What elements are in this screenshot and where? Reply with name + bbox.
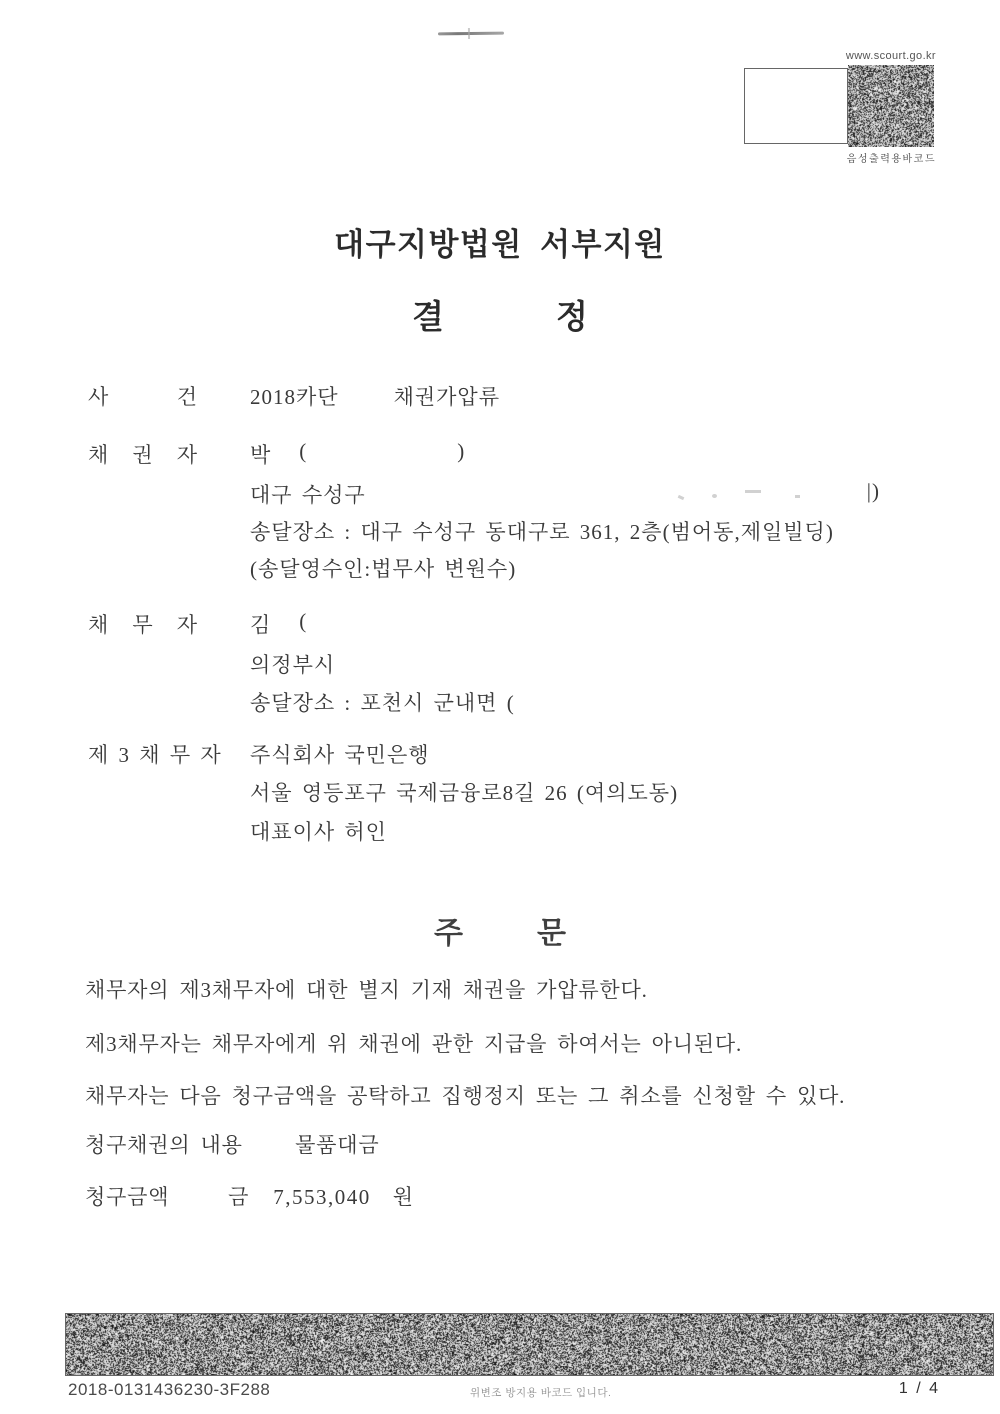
order-line: 채무자는 다음 청구금액을 공탁하고 집행정지 또는 그 취소를 신청할 수 있다.: [85, 1084, 846, 1108]
claim-content-row: [85, 1129, 379, 1159]
claim-amount-value: 7,553,040: [273, 1185, 371, 1209]
order-heading-char: 문: [537, 917, 566, 950]
order-heading-char: 주: [434, 917, 463, 950]
claim-content-label: 청구채권의 내용: [85, 1133, 243, 1157]
claim-amount-prefix: 금: [228, 1185, 250, 1209]
creditor-paren-close: ): [457, 439, 466, 463]
debtor-name: 김: [250, 613, 272, 637]
creditor-label: 채 권 자: [88, 443, 198, 467]
scourt-url: www.scourt.go.kr: [845, 50, 936, 62]
footer-barcode-note: 위변조 방지용 바코드 입니다.: [470, 1387, 612, 1399]
creditor-address: 대구 수성구: [250, 483, 366, 507]
debtor-paren-open: (: [299, 609, 308, 633]
creditor-paren-open: (: [299, 439, 308, 463]
creditor-address-tail: |): [866, 479, 880, 503]
voice-barcode-caption: 음성출력용바코드: [846, 154, 936, 165]
creditor-row: [88, 439, 465, 469]
decision-heading-char: 결: [412, 300, 444, 336]
case-type: 채권가압류: [393, 385, 501, 409]
scan-artifact-line: [438, 32, 504, 36]
third-debtor-row: [88, 739, 430, 769]
footer-doc-number: 2018-0131436230-3F288: [68, 1380, 271, 1399]
creditor-name: 박: [250, 443, 272, 467]
decision-heading-char: 정: [556, 300, 588, 336]
voice-barcode-block: [744, 50, 936, 165]
case-row: [88, 381, 500, 411]
barcode-boxes: [744, 65, 936, 147]
claim-content-value: 물품대금: [295, 1133, 380, 1157]
claim-amount-row: [85, 1181, 414, 1211]
anti-forgery-barcode: [65, 1313, 994, 1376]
anti-forgery-barcode-image: [66, 1314, 993, 1375]
third-debtor-address: 서울 영등포구 국제금융로8길 26 (여의도동): [250, 781, 679, 805]
order-heading: [0, 908, 1000, 952]
case-label: 사 건: [88, 385, 198, 409]
claim-amount-unit: 원: [392, 1185, 414, 1209]
third-debtor-label: 제 3 채 무 자: [88, 743, 222, 767]
debtor-row: [88, 609, 307, 639]
third-debtor-representative: 대표이사 허인: [250, 820, 387, 844]
creditor-address-line: [250, 479, 880, 509]
order-line: 제3채무자는 채무자에게 위 채권에 관한 지급을 하여서는 아니된다.: [85, 1032, 743, 1056]
debtor-address: 의정부시: [250, 653, 336, 677]
creditor-service-receiver: (송달영수인:법무사 변원수): [250, 557, 517, 581]
order-line: 채무자의 제3채무자에 대한 별지 기재 채권을 가압류한다.: [85, 978, 648, 1002]
creditor-service-address: 송달장소 : 대구 수성구 동대구로 361, 2층(범어동,제일빌딩): [250, 520, 834, 544]
voice-barcode-image: [848, 65, 934, 147]
decision-heading: [0, 291, 1000, 338]
third-debtor-name: 주식회사 국민은행: [250, 743, 430, 767]
debtor-service-address: 송달장소 : 포천시 군내면 (: [250, 691, 515, 715]
footer-page-indicator: 1 / 4: [898, 1380, 940, 1397]
claim-amount-label: 청구금액: [85, 1185, 170, 1209]
debtor-label: 채 무 자: [88, 613, 198, 637]
court-title: 대구지방법원 서부지원: [334, 227, 666, 262]
page-footer: [0, 1378, 1000, 1402]
barcode-blank-box: [744, 68, 848, 144]
case-number: 2018카단: [250, 385, 339, 409]
